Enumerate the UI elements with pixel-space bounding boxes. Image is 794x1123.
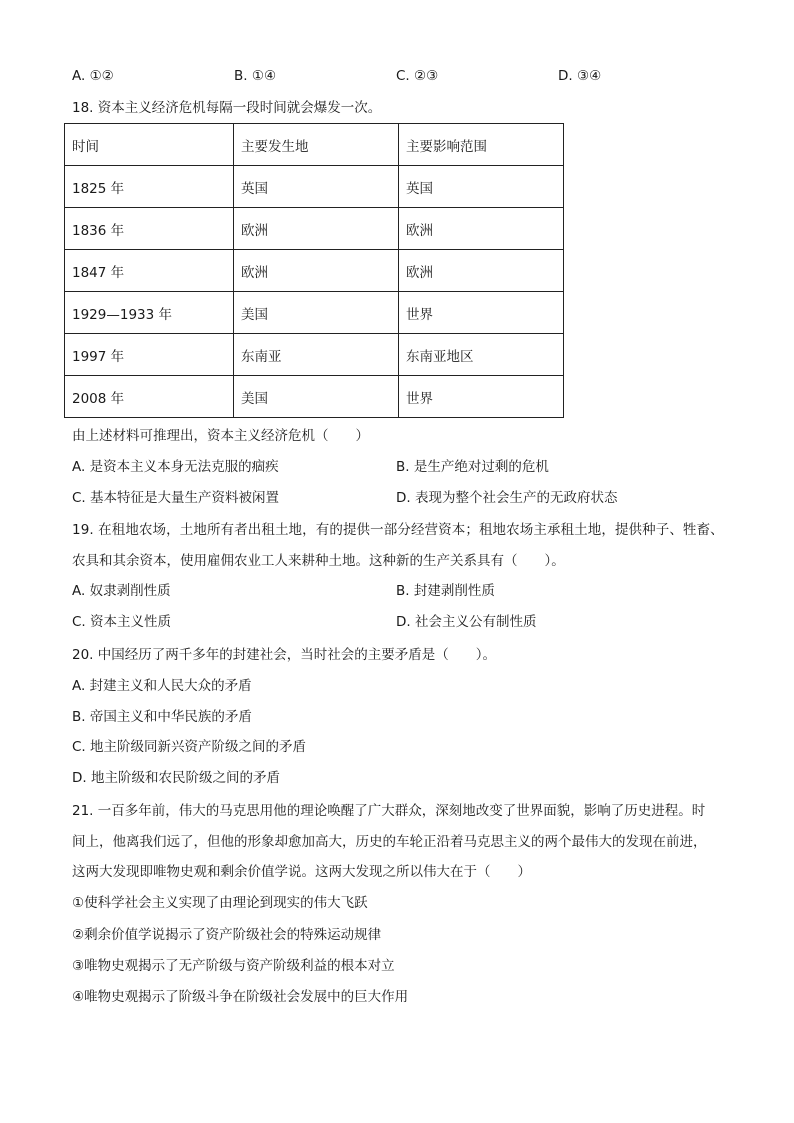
q18-question: 由上述材料可推理出，资本主义经济危机（ ）: [72, 428, 369, 444]
table-cell: 英国: [399, 166, 564, 208]
q21-stem-line-3: 这两大发现即唯物史观和剩余价值学说。这两大发现之所以伟大在于（ ）: [72, 864, 531, 880]
q19-option-a: A. 奴隶剥削性质: [72, 583, 171, 599]
table-cell: 2008 年: [65, 376, 234, 418]
q18-option-c: C. 基本特征是大量生产资料被闲置: [72, 490, 280, 506]
table-row: [65, 334, 564, 376]
table-header-row: [65, 124, 564, 166]
table-header-cell: 主要发生地: [234, 124, 399, 166]
table-row: [65, 292, 564, 334]
q19-option-c: C. 资本主义性质: [72, 614, 172, 630]
table-cell: 美国: [234, 376, 399, 418]
q20-option-d: D. 地主阶级和农民阶级之间的矛盾: [72, 770, 280, 786]
table-header-cell: 主要影响范围: [399, 124, 564, 166]
table-cell: 世界: [399, 376, 564, 418]
q18-option-a: A. 是资本主义本身无法克服的痼疾: [72, 459, 279, 475]
table-row: [65, 166, 564, 208]
q20-option-b: B. 帝国主义和中华民族的矛盾: [72, 709, 252, 725]
table-cell: 1847 年: [65, 250, 234, 292]
table-cell: 1997 年: [65, 334, 234, 376]
q21-statement-1: ①使科学社会主义实现了由理论到现实的伟大飞跃: [72, 895, 368, 911]
q17-option-c: C. ②③: [396, 68, 439, 84]
q19-option-d: D. 社会主义公有制性质: [396, 614, 537, 630]
q17-option-d: D. ③④: [558, 68, 602, 84]
q19-option-b: B. 封建剥削性质: [396, 583, 495, 599]
crisis-table: [64, 123, 564, 418]
table-cell: 英国: [234, 166, 399, 208]
q21-statement-4: ④唯物史观揭示了阶级斗争在阶级社会发展中的巨大作用: [72, 989, 409, 1005]
table-cell: 世界: [399, 292, 564, 334]
table-cell: 欧洲: [234, 250, 399, 292]
q17-option-b: B. ①④: [234, 68, 277, 84]
table-row: [65, 250, 564, 292]
q19-stem-line-2: 农具和其余资本，使用雇佣农业工人来耕种土地。这种新的生产关系具有（ ）。: [72, 553, 565, 569]
table-cell: 1836 年: [65, 208, 234, 250]
q18-option-b: B. 是生产绝对过剩的危机: [396, 459, 549, 475]
q21-statement-3: ③唯物史观揭示了无产阶级与资产阶级利益的根本对立: [72, 958, 395, 974]
q18-option-d: D. 表现为整个社会生产的无政府状态: [396, 490, 618, 506]
table-cell: 欧洲: [399, 208, 564, 250]
table-cell: 东南亚地区: [399, 334, 564, 376]
table-cell: 1825 年: [65, 166, 234, 208]
q20-option-a: A. 封建主义和人民大众的矛盾: [72, 678, 252, 694]
q20-stem: 20. 中国经历了两千多年的封建社会，当时社会的主要矛盾是（ ）。: [72, 647, 497, 663]
table-row: [65, 208, 564, 250]
q17-option-a: A. ①②: [72, 68, 114, 84]
table-row: [65, 376, 564, 418]
q20-option-c: C. 地主阶级同新兴资产阶级之间的矛盾: [72, 739, 307, 755]
q21-stem-line-2: 间上，他离我们远了，但他的形象却愈加高大，历史的车轮正沿着马克思主义的两个最伟大的发现在前进，: [72, 834, 707, 850]
table-cell: 东南亚: [234, 334, 399, 376]
table-header-cell: 时间: [65, 124, 234, 166]
table-cell: 欧洲: [234, 208, 399, 250]
q19-stem-line-1: 19. 在租地农场，土地所有者出租土地，有的提供一部分经营资本；租地农场主承租土地，提供种子、牲畜、: [72, 522, 724, 538]
q21-statement-2: ②剩余价值学说揭示了资产阶级社会的特殊运动规律: [72, 927, 382, 943]
table-cell: 1929—1933 年: [65, 292, 234, 334]
table-cell: 美国: [234, 292, 399, 334]
table-cell: 欧洲: [399, 250, 564, 292]
q21-stem-line-1: 21. 一百多年前，伟大的马克思用他的理论唤醒了广大群众，深刻地改变了世界面貌，影响了历史进程。时: [72, 803, 706, 819]
q18-stem: 18. 资本主义经济危机每隔一段时间就会爆发一次。: [72, 100, 382, 116]
